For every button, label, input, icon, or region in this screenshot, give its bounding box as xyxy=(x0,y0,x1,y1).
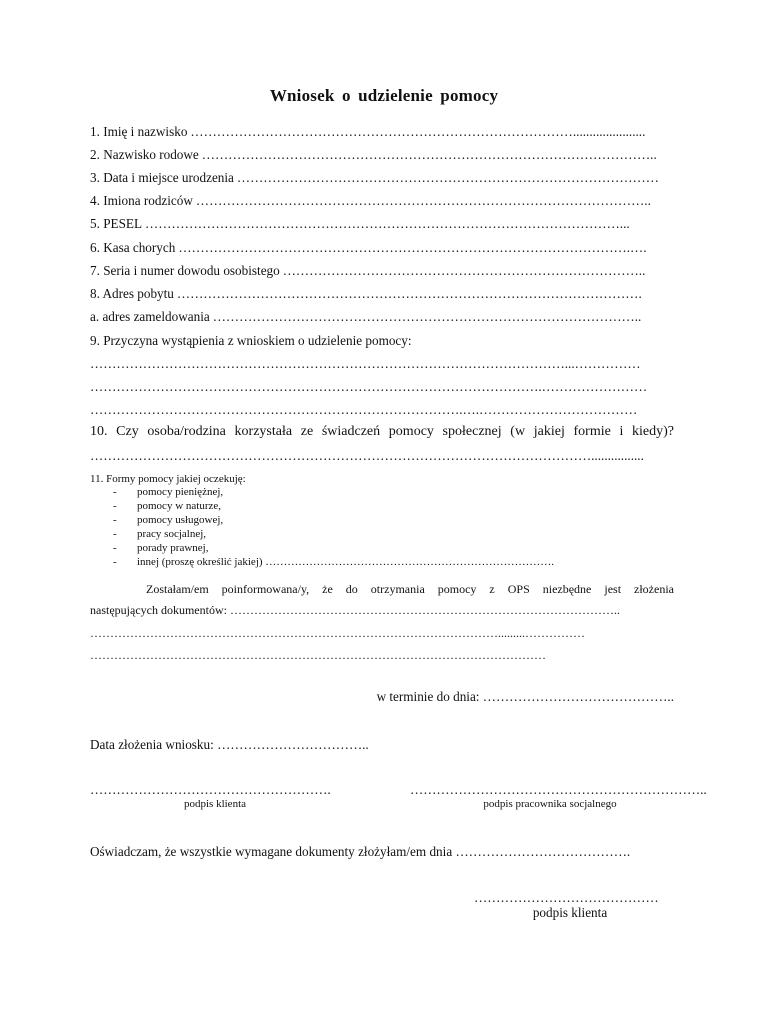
help-option-item xyxy=(113,500,221,512)
field-address xyxy=(90,286,674,302)
field-pesel xyxy=(90,216,674,232)
help-option-text: porady prawnej, xyxy=(137,542,209,554)
final-signature-line: …………………………………… xyxy=(474,890,659,905)
field-label: 4. Imiona rodziców xyxy=(90,193,193,208)
field-maiden-name xyxy=(90,147,674,163)
help-option-text: pomocy w naturze, xyxy=(137,500,221,512)
field-label: a. adres zameldowania xyxy=(90,309,210,324)
field-label: 7. Seria i numer dowodu osobistego xyxy=(90,263,280,278)
field-dots: ……………………………………………………………………………...................... xyxy=(190,124,646,139)
client-signature-label: podpis klienta xyxy=(183,798,247,810)
field-dots: ………………………………………………………………………………………….. xyxy=(201,147,657,162)
client-signature-line: ………………………………………………. xyxy=(90,782,331,797)
help-option-item xyxy=(113,486,223,498)
form-title: Wniosek o udzielenie pomocy xyxy=(269,86,499,105)
list-dash: - xyxy=(113,556,117,568)
q11-label: 11. Formy pomocy jakiej oczekuję: xyxy=(90,473,246,485)
field-dots: …………………………………………………………………………………….. xyxy=(212,309,642,324)
q10-line: ……………………………………………………………………………………………………................ xyxy=(90,448,644,463)
worker-signature-label: podpis pracownika socjalnego xyxy=(483,798,617,810)
help-option-text: innej (proszę określić jakiej) ……………………………………………………………………. xyxy=(137,556,555,568)
info-paragraph-line: ………………………………………………………………………………………….........…………… xyxy=(90,626,585,640)
list-dash: - xyxy=(113,486,117,498)
field-label: 2. Nazwisko rodowe xyxy=(90,147,199,162)
field-birth-date-place xyxy=(90,170,674,186)
deadline-line: w terminie do dnia: …………………………………….. xyxy=(376,689,674,704)
final-signature-label: podpis klienta xyxy=(532,905,608,920)
field-dots: …………………………………………………………………………………… xyxy=(236,170,659,185)
list-dash: - xyxy=(113,528,117,540)
info-paragraph-line: Zostałam/em poinformowana/y, że do otrzymania pomocy z OPS niezbędne jest złożenia xyxy=(146,582,674,596)
q9-line: ………………………………………………………………………………………….…………………… xyxy=(90,379,648,394)
field-health-fund xyxy=(90,240,674,256)
help-option-item xyxy=(113,528,206,540)
field-label: 3. Data i miejsce urodzenia xyxy=(90,170,234,185)
field-label: 8. Adres pobytu xyxy=(90,286,174,301)
field-id-number xyxy=(90,263,674,279)
list-dash: - xyxy=(113,500,117,512)
field-dots: ………………………………………………………………………………………………... xyxy=(145,216,630,231)
help-option-text: pracy socjalnej, xyxy=(137,528,207,540)
field-dots: ………………………………………………………………………………………….. xyxy=(195,193,651,208)
q9-line: ………………………………………………………………………….….……………………………… xyxy=(90,402,638,417)
list-dash: - xyxy=(113,514,117,526)
info-paragraph-line: następujących dokumentów: …………………………………………………………………………………….. xyxy=(90,603,620,617)
submission-date-line: Data złożenia wniosku: …………………………….. xyxy=(90,737,369,752)
info-paragraph-line: …………………………………………………………………………………………………… xyxy=(90,648,546,662)
field-dots: ……………………………………………………………………….. xyxy=(282,263,646,278)
field-label: 6. Kasa chorych xyxy=(90,240,176,255)
help-option-text: pomocy pieniężnej, xyxy=(137,486,224,498)
help-option-item xyxy=(113,542,208,554)
field-registered-address xyxy=(90,309,674,325)
help-option-item xyxy=(113,556,554,568)
q9-line: ………………………………………………………………………………………………...…………… xyxy=(90,356,641,371)
help-option-item xyxy=(113,514,223,526)
help-option-text: pomocy usługowej, xyxy=(137,514,224,526)
field-parents-names xyxy=(90,193,674,209)
worker-signature-line: ………………………………………………………….. xyxy=(410,782,707,797)
field-dots: ………………………………………………………………………………………….…. xyxy=(178,240,647,255)
field-name xyxy=(90,124,674,140)
field-dots: ……………………………………………………………………………………………. xyxy=(176,286,642,301)
field-label: 5. PESEL xyxy=(90,216,143,231)
field-label: 1. Imię i nazwisko xyxy=(90,124,188,139)
q9-label: 9. Przyczyna wystąpienia z wnioskiem o udzielenie pomocy: xyxy=(90,333,412,348)
list-dash: - xyxy=(113,542,117,554)
q10-label: 10. Czy osoba/rodzina korzystała ze świadczeń pomocy społecznej (w jakiej formie i kiedy)? xyxy=(90,424,674,439)
declaration-line: Oświadczam, że wszystkie wymagane dokumenty złożyłam/em dnia …………………………………. xyxy=(90,844,631,859)
